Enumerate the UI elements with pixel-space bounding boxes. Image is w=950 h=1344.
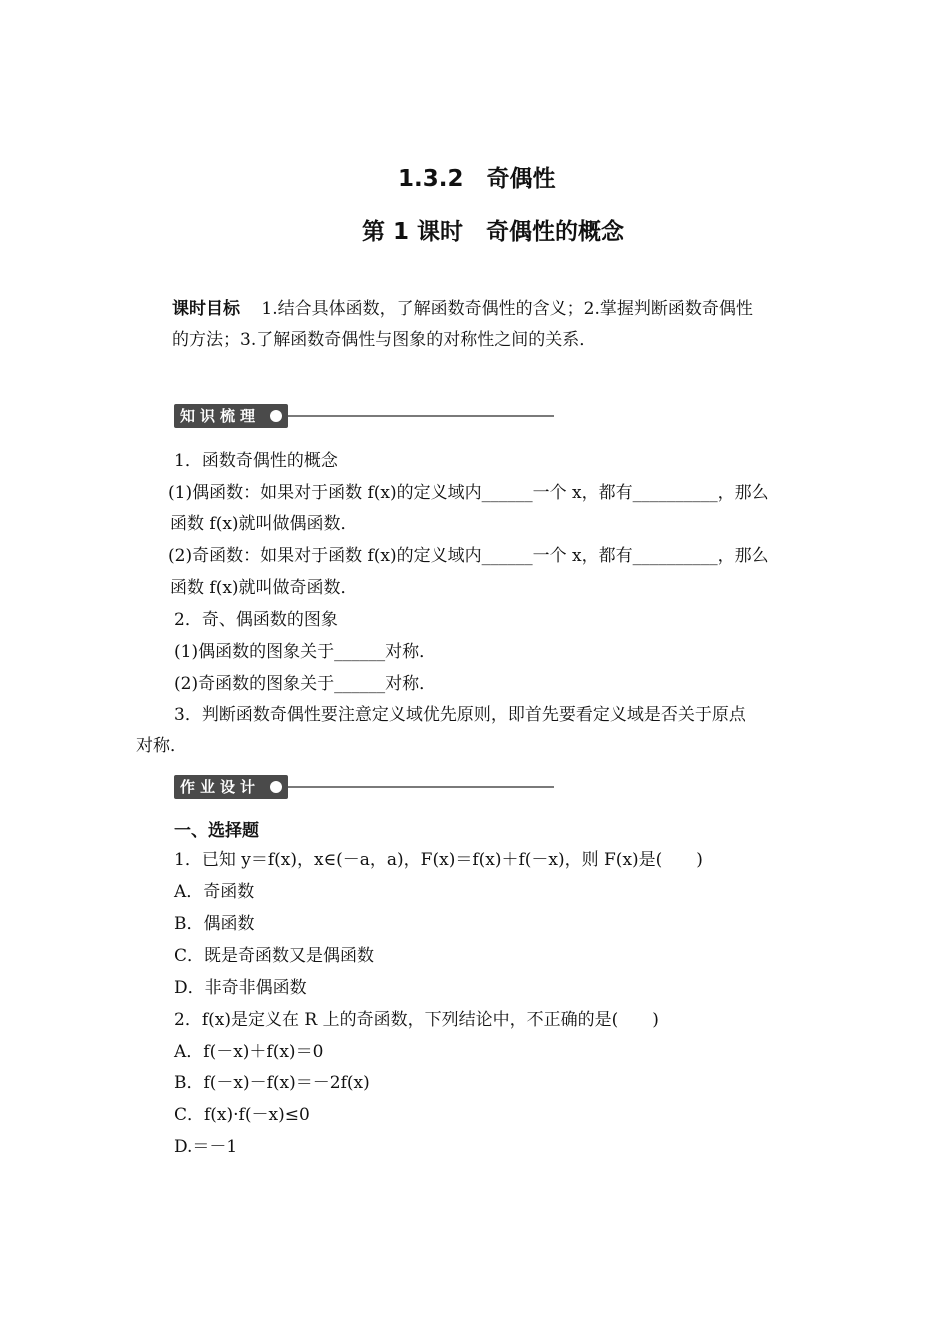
odd-graph-line: (2)奇函数的图象关于______对称． [174, 674, 437, 694]
q1-option-c: C．既是奇函数又是偶函数 [174, 946, 375, 966]
odd-definition-line-1: (2)奇函数：如果对于函数 f(x)的定义域内______一个 x，都有__________，那么 [168, 546, 769, 566]
objective-line-2: 的方法；3.了解函数奇偶性与图象的对称性之间的关系． [172, 330, 597, 350]
objective-text-1: 1.结合具体函数，了解函数奇偶性的含义；2.掌握判断函数奇偶性 [261, 299, 753, 319]
page-title: 1.3.2 奇偶性 [398, 166, 556, 192]
even-graph-line: (1)偶函数的图象关于______对称． [174, 642, 437, 662]
divider-line [288, 415, 554, 417]
bullet-dot-icon [270, 781, 282, 793]
objective-line-1 [172, 299, 753, 319]
graph-heading: 2．奇、偶函数的图象 [174, 610, 338, 630]
page-subtitle: 第 1 课时 奇偶性的概念 [362, 219, 625, 245]
q2-option-b: B．f(－x)－f(x)＝－2f(x) [174, 1073, 370, 1093]
section-tag: 知识梳理 [174, 404, 288, 428]
question-1: 1．已知 y＝f(x)，x∈(－a，a)，F(x)＝f(x)＋f(－x)，则 F(x)是( ) [174, 850, 703, 870]
part-heading: 一、选择题 [174, 821, 259, 841]
objective-label: 课时目标 [172, 299, 240, 319]
q1-option-d: D．非奇非偶函数 [174, 978, 307, 998]
question-2: 2．f(x)是定义在 R 上的奇函数，下列结论中，不正确的是( ) [174, 1010, 659, 1030]
q2-option-d: D.＝－1 [174, 1137, 238, 1157]
even-definition-line-2: 函数 f(x)就叫做偶函数． [170, 514, 358, 534]
q2-option-c: C．f(x)·f(－x)≤0 [174, 1105, 310, 1125]
concept-heading: 1．函数奇偶性的概念 [174, 451, 338, 471]
q2-option-a: A．f(－x)＋f(x)＝0 [174, 1042, 324, 1062]
q1-option-a: A．奇函数 [174, 882, 255, 902]
section-tag: 作业设计 [174, 775, 288, 799]
bullet-dot-icon [270, 410, 282, 422]
q1-option-b: B．偶函数 [174, 914, 255, 934]
judgment-line-1: 3．判断函数奇偶性要注意定义域优先原则，即首先要看定义域是否关于原点 [174, 705, 746, 725]
even-definition-line-1: (1)偶函数：如果对于函数 f(x)的定义域内______一个 x，都有__________，那么 [168, 483, 769, 503]
divider-line [288, 786, 554, 788]
odd-definition-line-2: 函数 f(x)就叫做奇函数． [170, 578, 358, 598]
judgment-line-2: 对称． [136, 736, 187, 756]
